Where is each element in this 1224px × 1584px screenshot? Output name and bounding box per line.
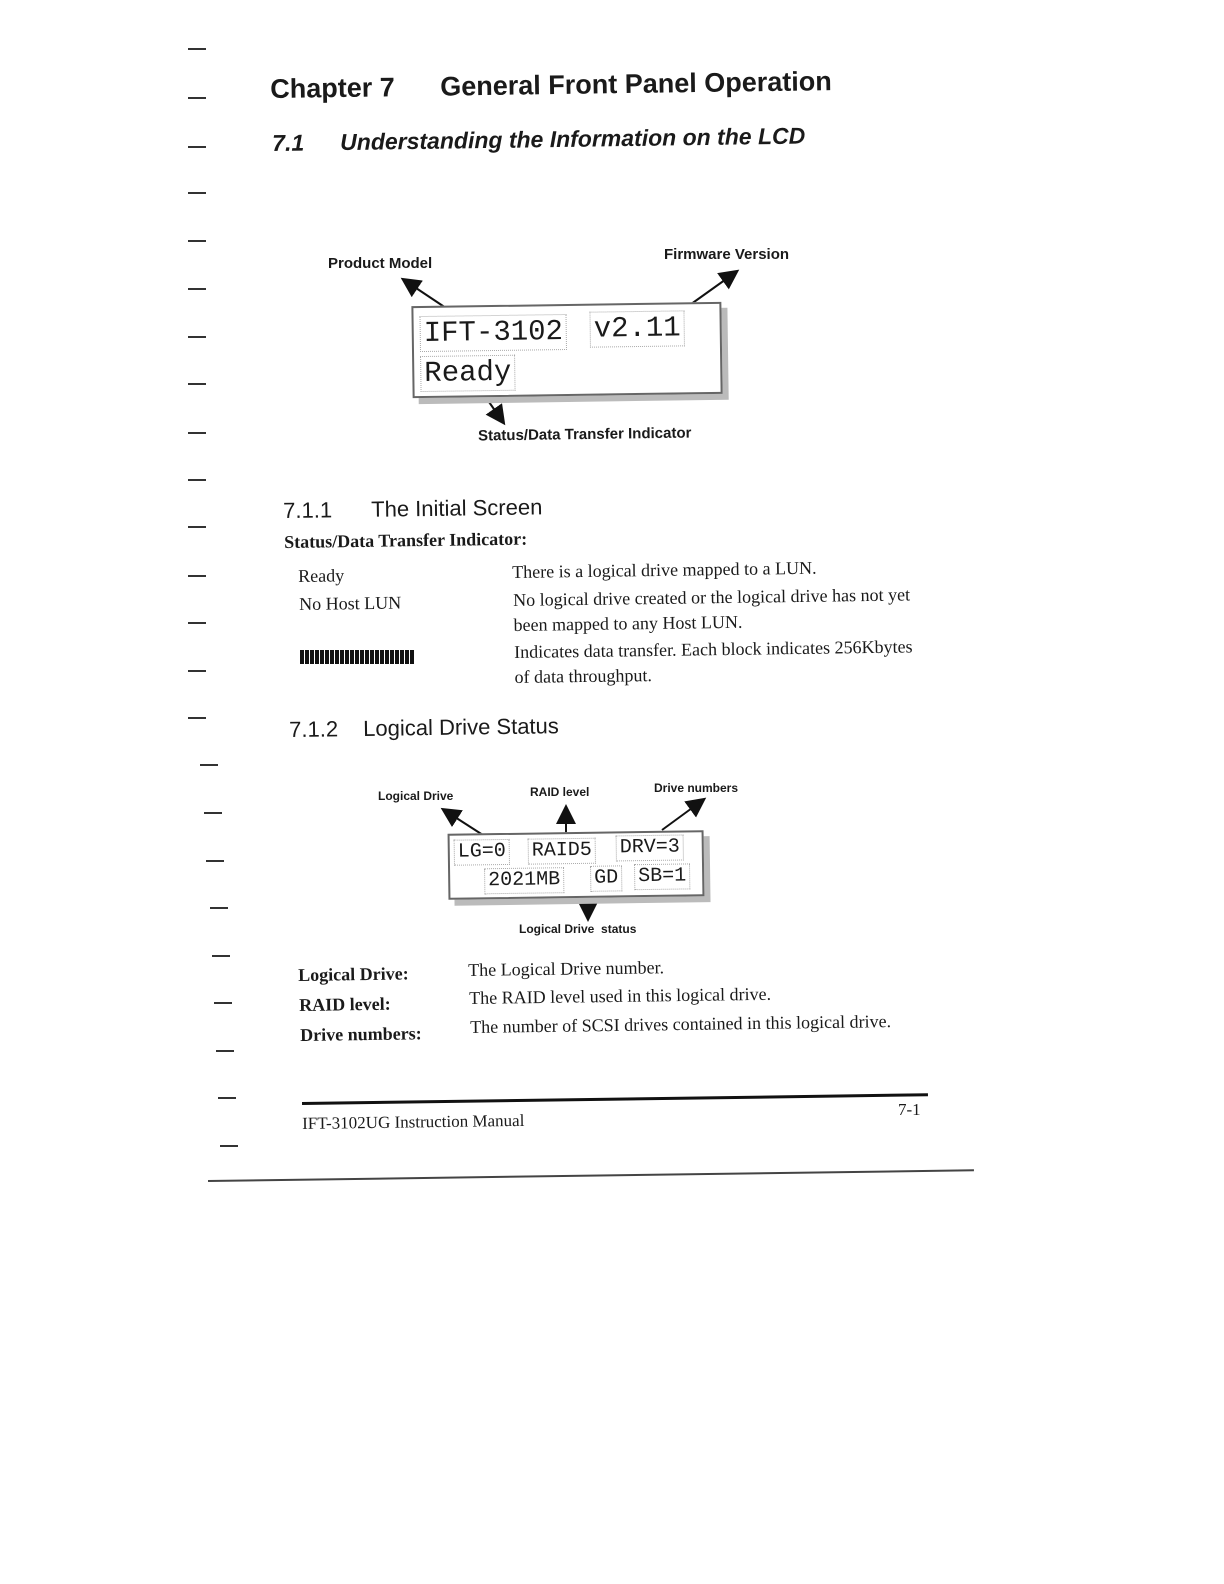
subsection-number: 7.1.1 [283, 497, 333, 523]
status-indicator-heading: Status/Data Transfer Indicator: [284, 528, 528, 552]
desc-data-transfer: Indicates data transfer. Each block indicates 256Kbytes of data throughput. [514, 636, 913, 687]
subsection-title: Logical Drive Status [362, 713, 559, 741]
term-no-host-lun: No Host LUN [299, 592, 402, 614]
subsection-7-1-2 [289, 713, 559, 743]
lcd-logical-drive-status [448, 830, 705, 900]
def-desc-raid-level: The RAID level used in this logical drive. [469, 983, 772, 1008]
subsection-7-1-1 [283, 494, 543, 524]
label-raid-level: RAID level [530, 785, 590, 799]
def-term-logical-drive: Logical Drive: [298, 963, 409, 985]
arrow-drv [662, 800, 703, 830]
lcd-size: 2021MB [484, 867, 564, 894]
data-transfer-blocks-icon [300, 650, 414, 664]
lcd-gd: GD [590, 865, 622, 891]
lcd-lg: LG=0 [454, 839, 510, 866]
section-number: 7.1 [272, 129, 305, 156]
subsection-number: 7.1.2 [289, 716, 339, 742]
lcd-initial-screen [411, 302, 722, 398]
label-drive-numbers: Drive numbers [654, 781, 739, 795]
def-term-drive-numbers: Drive numbers: [300, 1023, 422, 1045]
footer-page-number: 7-1 [898, 1100, 921, 1119]
def-desc-logical-drive: The Logical Drive number. [468, 957, 665, 980]
desc-no-host-lun: No logical drive created or the logical drive has not yet been mapped to any Host LUN. [513, 584, 911, 635]
footer-manual-title: IFT-3102UG Instruction Manual [302, 1110, 525, 1133]
def-term-raid-level: RAID level: [299, 993, 391, 1015]
lcd-raid: RAID5 [528, 838, 596, 865]
label-logical-drive-status: Logical Drive status [519, 922, 637, 936]
chapter-title-text: General Front Panel Operation [439, 66, 832, 102]
label-status-indicator: Status/Data Transfer Indicator [477, 424, 692, 445]
section-title-text: Understanding the Information on the LCD [339, 122, 806, 156]
lcd-version: v2.11 [589, 310, 685, 347]
term-ready: Ready [298, 565, 345, 586]
label-logical-drive: Logical Drive [378, 789, 454, 803]
lcd-model: IFT-3102 [420, 314, 568, 352]
lcd-sb: SB=1 [634, 863, 690, 890]
chapter-number: Chapter 7 [270, 72, 395, 104]
lcd-drv: DRV=3 [616, 834, 684, 861]
def-desc-drive-numbers: The number of SCSI drives contained in this logical drive. [470, 1011, 892, 1037]
desc-ready: There is a logical drive mapped to a LUN. [512, 557, 817, 582]
label-product-model: Product Model [328, 255, 433, 272]
lcd-status: Ready [420, 355, 516, 392]
label-firmware-version: Firmware Version [664, 246, 790, 263]
subsection-title: The Initial Screen [370, 494, 543, 522]
